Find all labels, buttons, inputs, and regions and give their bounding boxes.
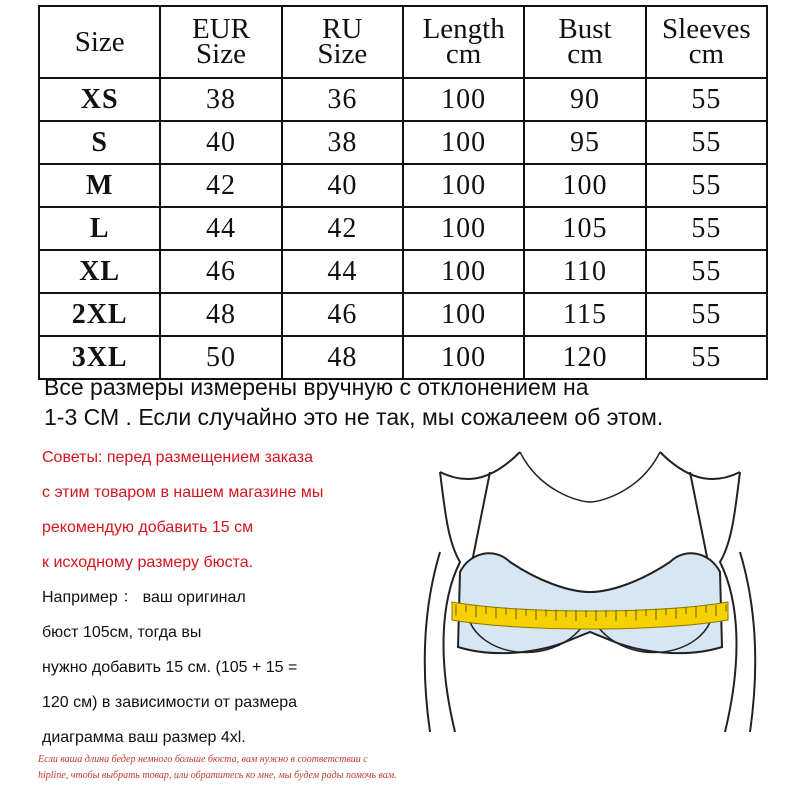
size-label-cell: M — [39, 164, 160, 207]
column-header-line: Bust — [558, 13, 612, 45]
table-cell: 100 — [403, 78, 524, 121]
table-cell: 40 — [160, 121, 281, 164]
table-cell: 100 — [524, 164, 645, 207]
example-line: диаграмма ваш размер 4xl. — [42, 729, 246, 746]
table-row — [39, 293, 767, 336]
size-label-cell: XL — [39, 250, 160, 293]
column-header-line: Size — [196, 38, 246, 70]
example-line: бюст 105см, тогда вы — [42, 624, 202, 641]
table-cell: 44 — [160, 207, 281, 250]
table-row — [39, 121, 767, 164]
arm-left — [425, 552, 440, 732]
measurement-notice — [44, 372, 784, 432]
table-cell: 110 — [524, 250, 645, 293]
table-row — [39, 250, 767, 293]
footnote-line-1: Если ваша длина бедер немного больше бюста, вам нужно в соответствии с — [38, 754, 368, 765]
column-header-line: cm — [567, 38, 603, 70]
table-cell: 48 — [282, 336, 403, 379]
column-header — [646, 6, 767, 78]
table-cell: 44 — [282, 250, 403, 293]
table-cell: 100 — [403, 121, 524, 164]
table-cell: 55 — [646, 164, 767, 207]
bra-body — [458, 553, 722, 653]
table-cell: 120 — [524, 336, 645, 379]
table-cell: 100 — [403, 250, 524, 293]
arm-right — [740, 552, 755, 732]
size-label-cell: 3XL — [39, 336, 160, 379]
size-label-cell: XS — [39, 78, 160, 121]
tip-line: к исходному размеру бюста. — [42, 554, 254, 571]
table-cell: 46 — [160, 250, 281, 293]
torso-outline-right — [720, 472, 740, 732]
column-header — [524, 6, 645, 78]
table-cell: 46 — [282, 293, 403, 336]
table-cell: 55 — [646, 293, 767, 336]
table-cell: 38 — [282, 121, 403, 164]
table-cell: 50 — [160, 336, 281, 379]
table-row — [39, 207, 767, 250]
column-header — [282, 6, 403, 78]
column-header-line: Length — [422, 13, 505, 45]
table-cell: 55 — [646, 336, 767, 379]
shoulder-left — [440, 452, 520, 479]
table-cell: 40 — [282, 164, 403, 207]
example-line: нужно добавить 15 см. (105 + 15 = — [42, 659, 298, 676]
column-header-line: cm — [445, 38, 482, 70]
torso-outline — [440, 472, 460, 732]
table-row — [39, 164, 767, 207]
tip-line: Советы: перед размещением заказа — [42, 449, 314, 466]
neckline — [520, 452, 660, 502]
size-label-cell: S — [39, 121, 160, 164]
table-cell: 48 — [160, 293, 281, 336]
bust-measurement-illustration — [400, 432, 780, 732]
size-label-cell: L — [39, 207, 160, 250]
hipline-footnote — [38, 752, 778, 784]
size-label-cell: 2XL — [39, 293, 160, 336]
tips-block — [42, 440, 402, 755]
table-cell: 36 — [282, 78, 403, 121]
example-line: 120 см) в зависимости от размера — [42, 694, 298, 711]
column-header-line: cm — [688, 38, 725, 70]
table-cell: 115 — [524, 293, 645, 336]
tip-line: рекомендую добавить 15 см — [42, 519, 254, 536]
table-cell: 55 — [646, 78, 767, 121]
table-cell: 55 — [646, 250, 767, 293]
column-header-line: RU — [322, 13, 363, 45]
column-header-line: Size — [317, 38, 368, 70]
table-cell: 42 — [282, 207, 403, 250]
column-header-line: Size — [74, 25, 125, 58]
table-cell: 55 — [646, 121, 767, 164]
table-cell: 42 — [160, 164, 281, 207]
table-cell: 100 — [403, 207, 524, 250]
table-cell: 100 — [403, 164, 524, 207]
notice-line-1: Все размеры измерены вручную с отклонением на — [44, 374, 589, 400]
table-cell: 95 — [524, 121, 645, 164]
table-cell: 105 — [524, 207, 645, 250]
table-cell: 100 — [403, 336, 524, 379]
footnote-line-2: hipline, чтобы выбрать товар, или обратитесь ко мне, мы будем рады помочь вам. — [38, 770, 397, 781]
column-header — [39, 6, 160, 78]
size-chart-table — [38, 5, 768, 380]
column-header-line: Sleeves — [662, 13, 751, 45]
table-row — [39, 78, 767, 121]
column-header — [403, 6, 524, 78]
table-body — [39, 78, 767, 379]
shoulder-right — [660, 452, 740, 479]
example-line: Например ： ваш оригинал — [42, 589, 246, 606]
column-header — [160, 6, 281, 78]
table-header-row — [39, 6, 767, 78]
table-cell: 100 — [403, 293, 524, 336]
tip-line: с этим товаром в нашем магазине мы — [42, 484, 324, 501]
notice-line-2: 1-3 СМ . Если случайно это не так, мы сожалеем об этом. — [44, 404, 664, 430]
table-cell: 38 — [160, 78, 281, 121]
table-cell: 55 — [646, 207, 767, 250]
column-header-line: EUR — [191, 13, 250, 45]
table-cell: 90 — [524, 78, 645, 121]
